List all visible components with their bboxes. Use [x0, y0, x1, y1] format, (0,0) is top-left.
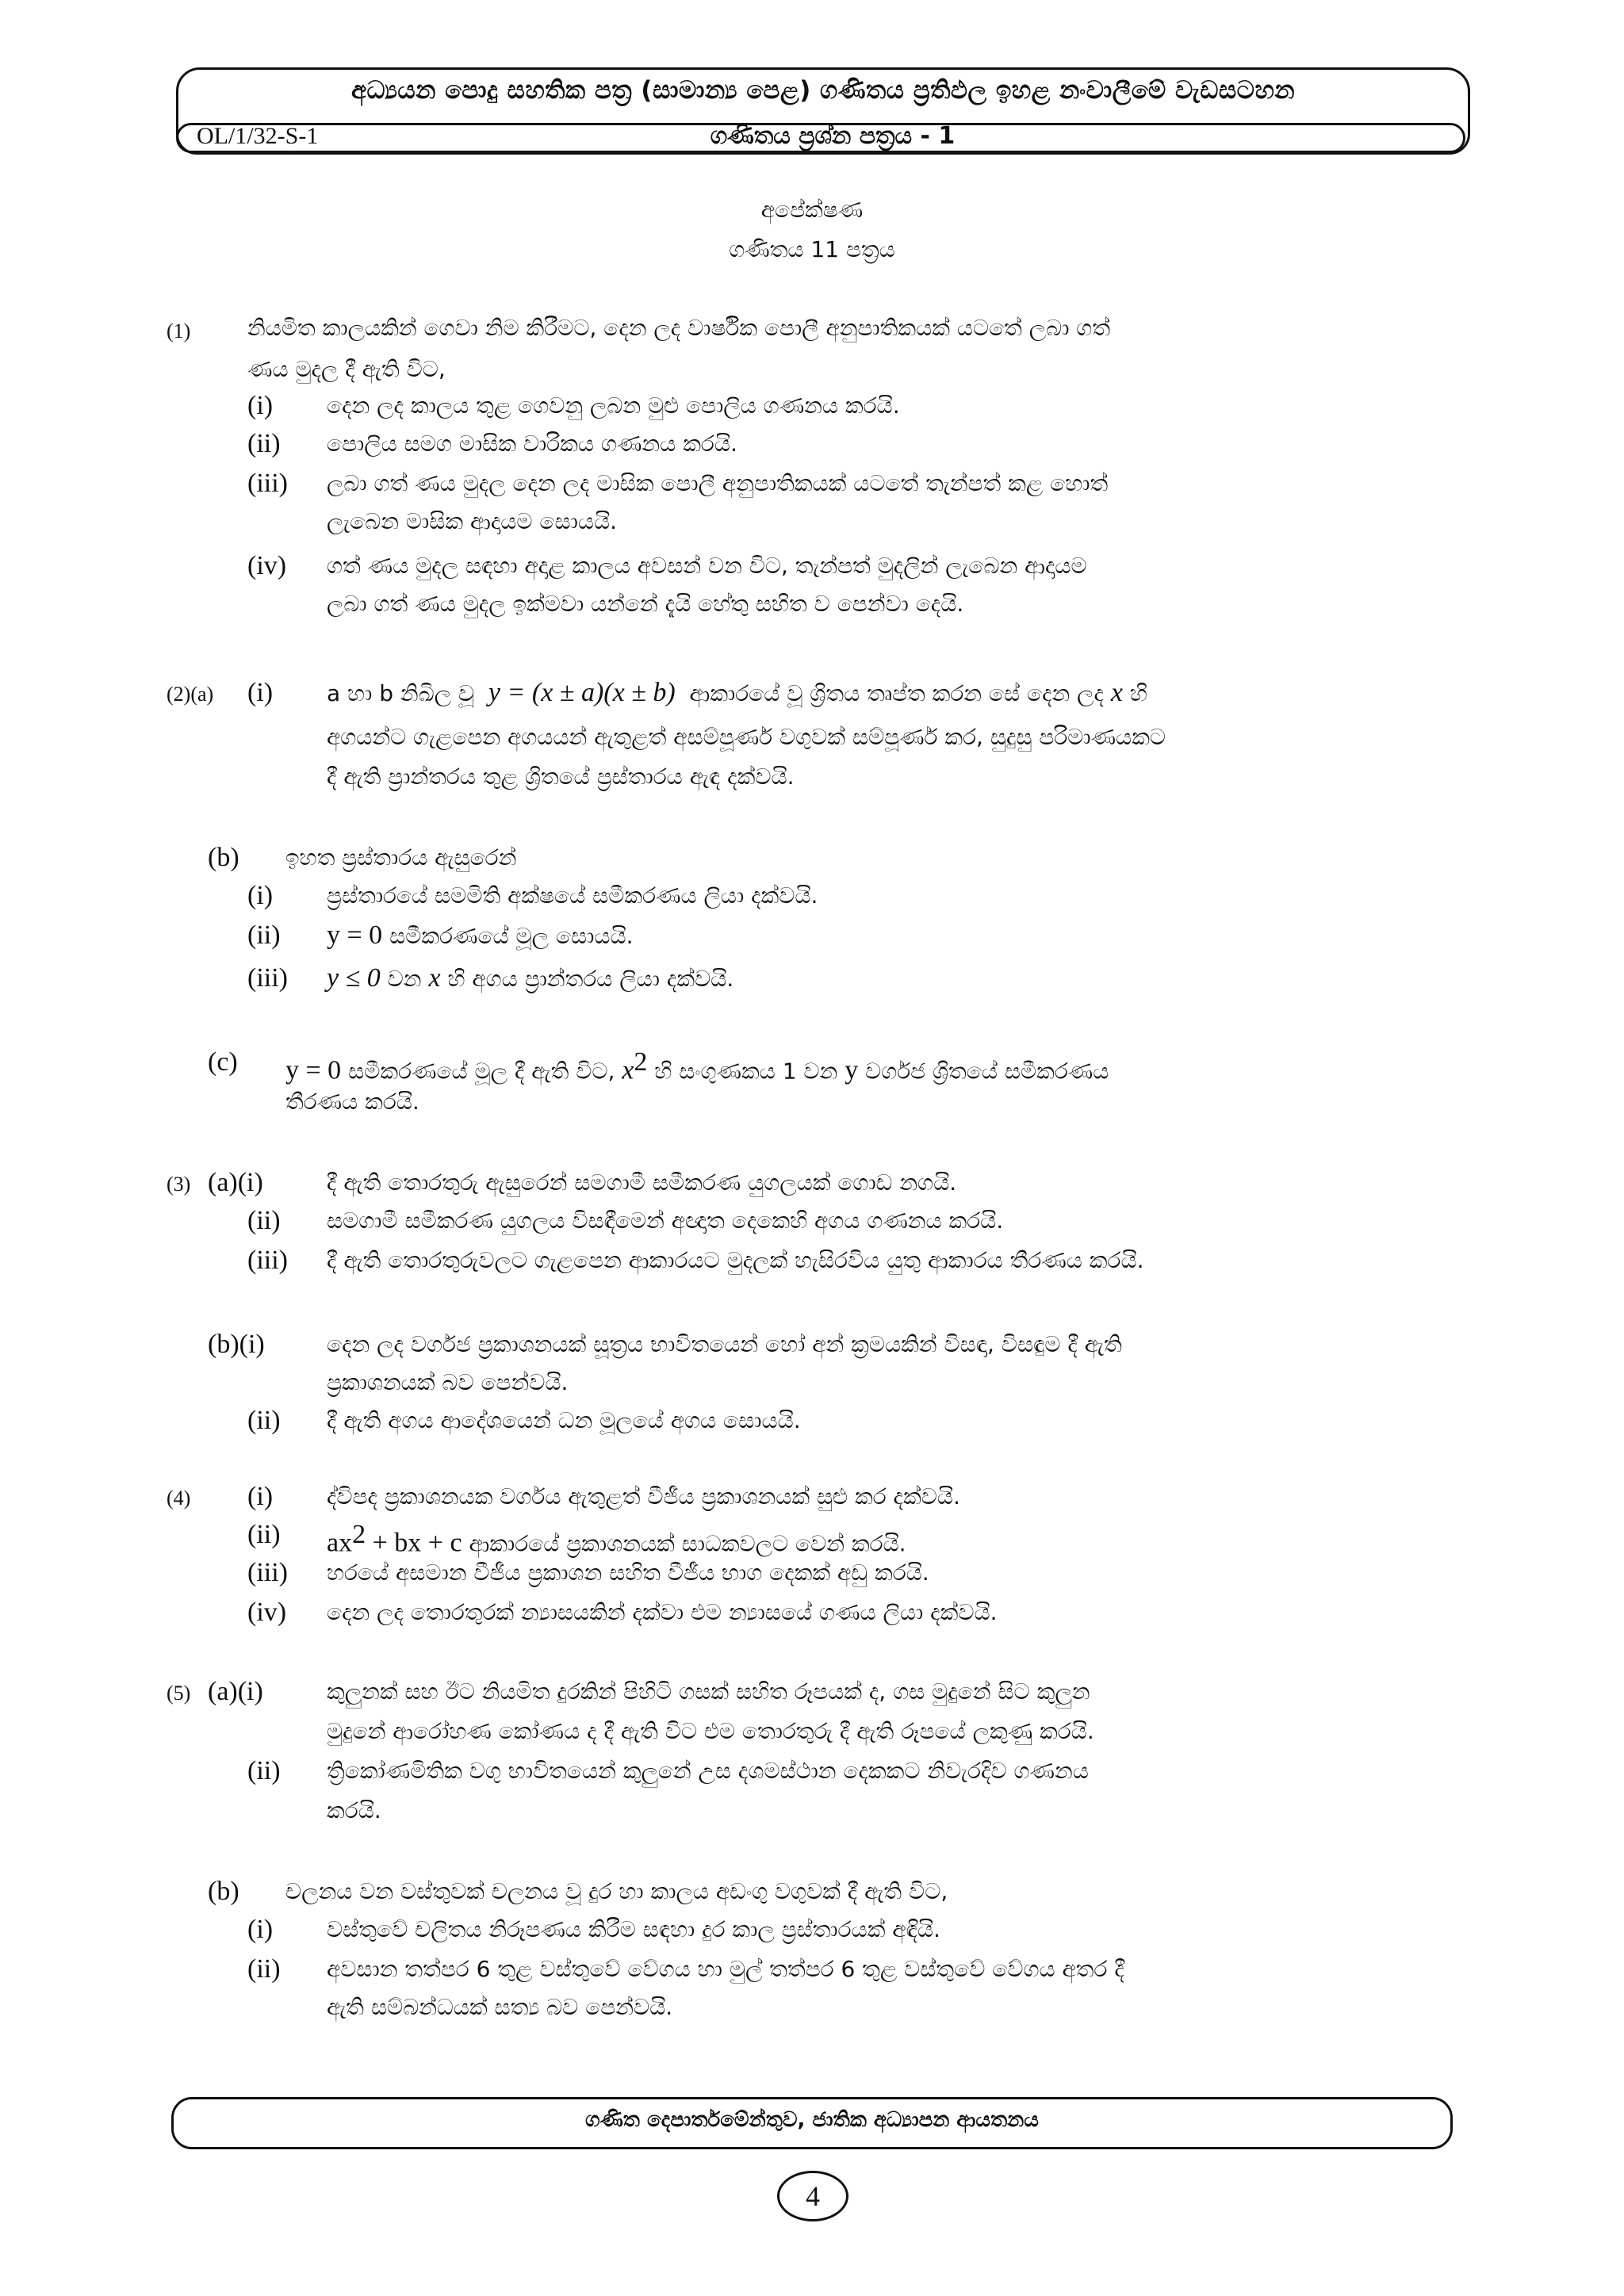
q2-a-line3: දී ඇති ප්‍රාන්තරය තුළ ශ්‍රිතයේ ප්‍රස්තාරය ඇඳ දක්වයි.: [327, 763, 795, 790]
q2-a-i-var: x: [1110, 678, 1123, 707]
q3-b-ii-label: (ii): [247, 1406, 281, 1435]
footer-text: ගණිත දෙපාර්තමේන්තුව, ජාතික අධ්‍යාපන ආයතනය: [585, 2108, 1039, 2132]
q2-b-iii-var: x: [428, 963, 441, 993]
q4-i-text: ද්විපද ප්‍රකාශනයක වර්ගය ඇතුළත් වීජීය ප්‍රකාශනයක් සුළු කර දක්වයි.: [327, 1483, 960, 1510]
q2-b-ii-math: y = 0: [327, 920, 383, 950]
q1-ii-text: පොලිය සමග මාසික වාරිකය ගණනය කරයි.: [327, 430, 737, 457]
q2-b-iii-label: (iii): [247, 963, 288, 993]
q5-b-ii-label: (ii): [247, 1954, 281, 1984]
q4-i-label: (i): [247, 1482, 274, 1511]
q2-a-line2: අගයන්ට ගැළපෙන අගයයන් ඇතුළත් අසම්පූර්ණ වගුවක් සම්පූර්ණ කර, සුදුසු පරිමාණයකට: [327, 724, 1166, 750]
q2-b-ii-line: [327, 921, 634, 951]
q2-c-line2: තීරණය කරයි.: [285, 1089, 419, 1115]
q5-a-ii-label: (ii): [247, 1756, 281, 1785]
header-title: අධ්‍යයන පොදු සහතික පත්‍ර (සාමාන්‍ය පෙළ) ගණිතය ප්‍රතිඵල ඉහළ නංවාලීමේ වැඩසටහන: [350, 76, 1296, 105]
q3-a-ii-text: සමගාමී සමීකරණ යුගලය විසඳීමෙන් අඥාත දෙකෙහි අගය ගණනය කරයි.: [327, 1207, 1004, 1234]
q2-c-exp: 2: [634, 1047, 648, 1077]
q1-iv-line2: ලබා ගත් ණය මුදල ඉක්මවා යන්නේ දැයි හේතු සහිත ව පෙන්වා දෙයි.: [327, 591, 964, 617]
q2-a-i-label: (i): [247, 678, 274, 707]
q2-a-i-pre: a හා b නිඛිල වූ: [327, 680, 475, 706]
q2-b-i-label: (i): [247, 881, 274, 910]
q4-iv-label: (iv): [247, 1598, 287, 1627]
q2-formula: y = (x ± a)(x ± b): [488, 678, 676, 707]
q2-c-y: y: [845, 1055, 859, 1085]
q4-number: (4): [167, 1487, 191, 1510]
q2-b-text: ඉහත ප්‍රස්තාරය ඇසුරෙන්: [285, 844, 517, 871]
q2-a-i-line1: [327, 679, 1147, 708]
q2-c-text1: සමීකරණයේ මූල දී ඇති විට,: [348, 1058, 615, 1085]
q1-iii-line1: ලබා ගත් ණය මුදල දෙන ලද මාසික පොලී අනුපාතිකයක් යටතේ තැන්පත් කළ හොත්: [327, 470, 1109, 496]
heading-paper: ගණිතය 11 පත්‍රය: [729, 236, 895, 262]
q2-c-var: x: [622, 1055, 634, 1085]
q2-b-i-text: ප්‍රස්තාරයේ සමමිති අක්ෂයේ සමීකරණය ලියා දක්වයි.: [327, 882, 818, 909]
q2-b-ii-text: සමීකරණයේ මූල සොයයි.: [389, 923, 634, 949]
q2-b-iii-mid: වන: [387, 966, 422, 992]
q5-b-i-text: වස්තුවේ චලිතය නිරූපණය කිරීම සඳහා දුර කාල ප්‍රස්තාරයක් අඳියි.: [327, 1916, 940, 1942]
q2-a-i-post: ආකාරයේ වූ ශ්‍රිතය තෘප්ත කරන සේ දෙන ලද: [689, 680, 1104, 706]
q3-b-ii-text: දී ඇති අගය ආදේශයෙන් ධන මූලයේ අගය සොයයි.: [327, 1407, 801, 1433]
q5-b-text: චලනය වන වස්තුවක් චලනය වූ දුර හා කාලය අඩංගු වගුවක් දී ඇති විට,: [285, 1878, 948, 1904]
page-number: 4: [777, 2171, 848, 2221]
q3-a-label: (a)(i): [208, 1168, 263, 1197]
q3-b-i-line2: ප්‍රකාශනයක් බව පෙන්වයි.: [327, 1369, 569, 1395]
q2-c-text3: වර්ගජ ශ්‍රිතයේ සමීකරණය: [865, 1058, 1109, 1085]
q4-ii-exp: 2: [352, 1520, 366, 1549]
q5-b-i-label: (i): [247, 1915, 274, 1944]
q3-a-iii-label: (iii): [247, 1246, 288, 1275]
q1-iv-label: (iv): [247, 551, 287, 580]
q2-b-iii-math: y ≤ 0: [327, 963, 381, 993]
q4-iii-label: (iii): [247, 1558, 288, 1587]
q1-ii-label: (ii): [247, 429, 281, 458]
q2-c-label: (c): [208, 1047, 238, 1077]
q3-b-label: (b)(i): [208, 1330, 265, 1359]
q1-line1: නියමිත කාලයකින් ගෙවා නිම කිරීමට, දෙන ලද වාර්ෂික පොලී අනුපාතිකයක් යටතේ ලබා ගත්: [247, 315, 1111, 341]
q2-c-math: y = 0: [285, 1055, 342, 1085]
q3-a-ii-label: (ii): [247, 1206, 281, 1235]
q4-iii-text: හරයේ අසමාන වීජීය ප්‍රකාශන සහිත වීජීය භාග දෙකක් අඩු කරයි.: [327, 1559, 929, 1586]
q4-ii-label: (ii): [247, 1520, 281, 1549]
q4-ii-text: ආකාරයේ ප්‍රකාශනයක් සාධකවලට වෙන් කරයි.: [469, 1530, 906, 1557]
q5-b-label: (b): [208, 1877, 239, 1906]
q5-a-i-line1: කුලුනක් සහ ඊට නියමිත දුරකින් පිහිටි ගසක් සහිත රූපයක් ද, ගස මුදුනේ සිට කුලුන: [327, 1678, 1090, 1705]
q2-b-ii-label: (ii): [247, 920, 281, 950]
q5-a-i-line2: මුදුනේ ආරෝහණ කෝණය ද දී ඇති විට එම තොරතුරු දී ඇති රූපයේ ලකුණු කරයි.: [327, 1718, 1094, 1744]
paper-subtitle: ගණිතය ප්‍රශ්න පත්‍රය - 1: [710, 122, 956, 150]
q3-number: (3): [167, 1173, 191, 1196]
q5-a-ii-line2: කරයි.: [327, 1797, 381, 1823]
q4-ii-math-b: + bx + c: [366, 1528, 462, 1558]
q3-a-iii-text: දී ඇති තොරතුරුවලට ගැළපෙන ආකාරයට මුදලක් හැසිරවිය යුතු ආකාරය තීරණය කරයි.: [327, 1247, 1144, 1273]
q5-b-ii-line1: අවසාන තත්පර 6 තුළ වස්තුවේ වේගය හා මුල් තත්පර 6 තුළ වස්තුවේ වේගය අතර දී: [327, 1956, 1124, 1982]
q5-a-label: (a)(i): [208, 1677, 263, 1706]
q4-ii-line: [327, 1521, 906, 1558]
q5-number: (5): [167, 1682, 191, 1705]
q1-number: (1): [167, 320, 191, 342]
q5-b-ii-line2: ඇති සම්බන්ධයක් සත්‍ය බව පෙන්වයි.: [327, 1994, 673, 2020]
q4-iv-text: දෙන ලද තොරතුරක් න්‍යාසයකින් දක්වා එම න්‍යාසයේ ගණය ලියා දක්වයි.: [327, 1599, 998, 1625]
q2-c-text2: හි සංගුණකය 1 වන: [654, 1058, 838, 1085]
q2-b-iii-line: [327, 964, 733, 993]
q1-iii-label: (iii): [247, 469, 288, 498]
heading-expectations: අපේක්ෂණ: [760, 197, 864, 223]
q2-b-iii-text: හි අගය ප්‍රාන්තරය ලියා දක්වයි.: [447, 966, 734, 992]
q3-a-i-text: දී ඇති තොරතුරු ඇසුරෙන් සමගාමී සමීකරණ යුගලයක් ගොඩ නගයි.: [327, 1169, 957, 1196]
q4-ii-math-a: ax: [327, 1528, 353, 1558]
q2-a-i-end: හි: [1129, 680, 1147, 706]
q5-a-ii-line1: ත්‍රිකෝණමිතික වගු භාවිතයෙන් කුලුනේ උස දශමස්ථාන දෙකකට නිවැරදිව ගණනය: [327, 1758, 1089, 1784]
paper-code: OL/1/32-S-1: [197, 123, 319, 149]
q1-iii-line2: ලැබෙන මාසික ආදායම සොයයි.: [327, 508, 618, 534]
q1-line2: ණය මුදල දී ඇති විට,: [247, 356, 446, 382]
q1-i-text: දෙන ලද කාලය තුළ ගෙවනු ලබන මුළු පොලිය ගණනය කරයි.: [327, 392, 900, 419]
q1-i-label: (i): [247, 391, 274, 420]
q2-b-label: (b): [208, 843, 239, 872]
q2-c-line1: [285, 1048, 1109, 1085]
q1-iv-line1: ගත් ණය මුදල සඳහා අදාළ කාලය අවසන් වන විට, තැන්පත් මුදලින් ලැබෙන ආදායම: [327, 553, 1087, 579]
q3-b-i-line1: දෙන ලද වර්ගජ ප්‍රකාශනයක් සූත්‍රය භාවිතයෙන් හෝ අන් ක්‍රමයකින් විසඳා, විසඳුම දී ඇති: [327, 1331, 1122, 1357]
q2-number: (2)(a): [167, 683, 214, 706]
